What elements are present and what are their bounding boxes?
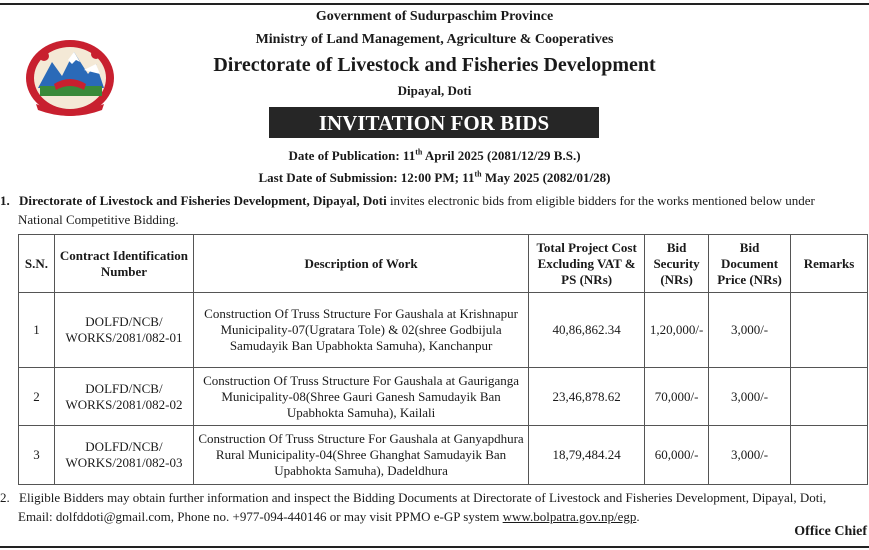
directorate-name: Directorate of Livestock and Fisheries Development, Dipayal, Doti: [19, 193, 387, 208]
bids-table: [18, 234, 868, 485]
col-bid-security: Bid Security (NRs): [645, 235, 709, 293]
col-contract-id: Contract Identification Number: [54, 235, 193, 293]
paragraph-1: 1. Directorate of Livestock and Fisheries Development, Dipayal, Doti invites electronic bids from eligible bidders for the works mentioned below under National Competitive Bidding.: [0, 193, 815, 227]
invitation-banner: INVITATION FOR BIDS: [269, 107, 599, 138]
col-description: Description of Work: [193, 235, 528, 293]
col-sn: S.N.: [19, 235, 55, 293]
col-remarks: Remarks: [791, 235, 868, 293]
submission-date: Last Date of Submission: 12:00 PM; 11th May 2025 (2082/01/28): [258, 169, 611, 185]
header-ministry: Ministry of Land Management, Agriculture & Cooperatives: [255, 32, 614, 47]
col-document-price: Bid Document Price (NRs): [709, 235, 791, 293]
publication-date: Date of Publication: 11th April 2025 (2081/12/29 B.S.): [288, 147, 581, 163]
header-directorate: Directorate of Livestock and Fisheries Development: [213, 54, 656, 76]
bolpatra-link[interactable]: www.bolpatra.gov.np/egp: [502, 509, 637, 524]
signature-office-chief: Office Chief: [794, 524, 867, 539]
col-project-cost: Total Project Cost Excluding VAT & PS (NRs): [529, 235, 645, 293]
table-header-row: [19, 235, 868, 293]
table-row: 2 DOLFD/NCB/ WORKS/2081/082-02 Construction Of Truss Structure For Gaushala at Gauriganga Municipality-08(Shree Gauri Ganesh Samudayik Ban Upabhokta Samuha), Kailali 23,46,878.62 70,000/- 3,000/-: [19, 368, 868, 426]
bottom-rule: [0, 546, 869, 548]
header-location: Dipayal, Doti: [397, 83, 472, 98]
top-rule: [0, 3, 869, 5]
paragraph-number: 2.: [0, 490, 10, 505]
table-row: 1 DOLFD/NCB/ WORKS/2081/082-01 Construction Of Truss Structure For Gaushala at Krishnapur Municipality-07(Ugratara Tole) & 02(shree Godbijula Samudayik Ban Upabhokta Samuha), Kanchanpur 40,86,862.34 1,20,000/- 3,000/-: [19, 293, 868, 368]
table-row: 3 DOLFD/NCB/ WORKS/2081/082-03 Construction Of Truss Structure For Gaushala at Ganyapdhura Rural Municipality-04(Shree Ghanghat Samudayik Ban Upabhokta Samuha), Dadeldhura 18,79,484.24 60,000/- 3,000/-: [19, 426, 868, 485]
paragraph-2: 2. Eligible Bidders may obtain further information and inspect the Bidding Documents at Directorate of Livestock and Fisheries Development, Dipayal, Doti, Email: dolfddoti@gmail.com, Phone no. +977-094-440146 or may visit PPMO e-GP system www.bolpatra.gov.np/egp.: [0, 490, 827, 524]
paragraph-number: 1.: [0, 193, 10, 208]
header-government: Government of Sudurpaschim Province: [315, 9, 554, 24]
